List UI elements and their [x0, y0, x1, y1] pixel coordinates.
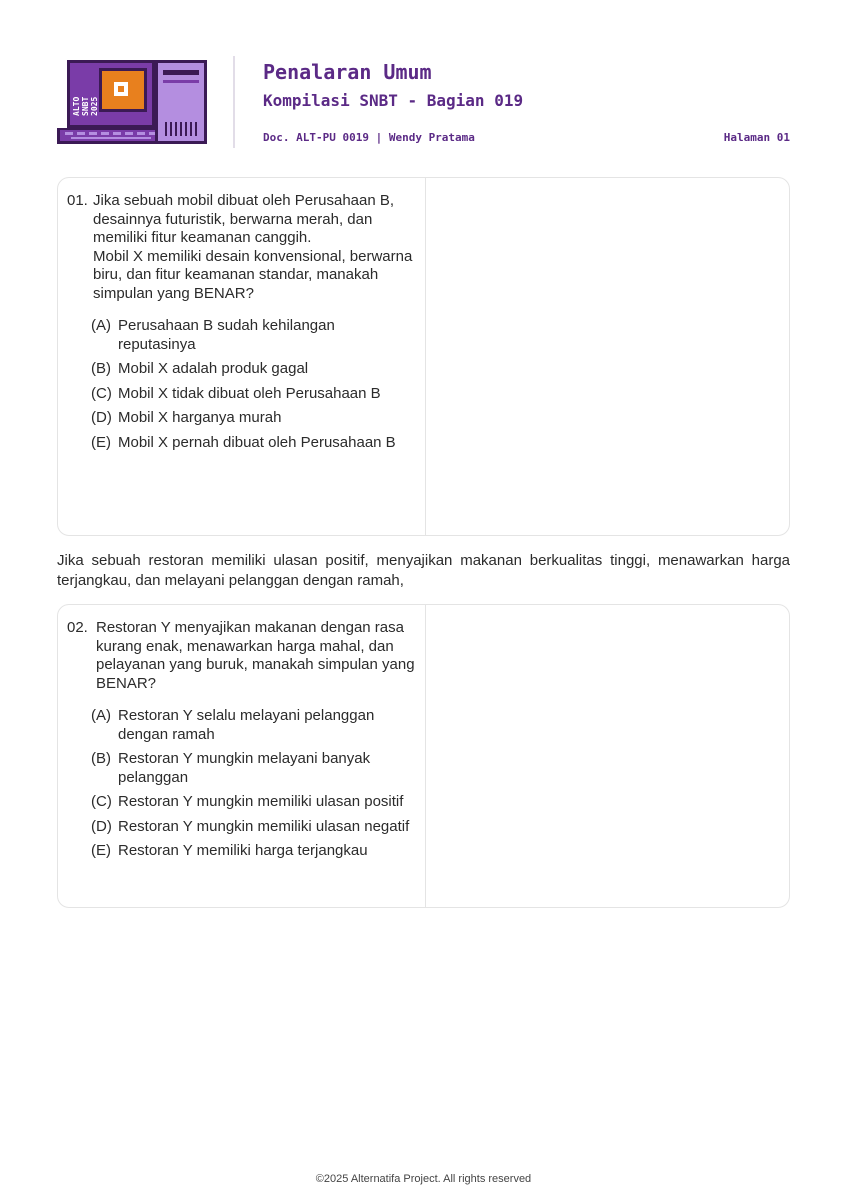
question-card-1	[57, 177, 790, 536]
question-stem-line: Restoran Y menyajikan makanan dengan rasa kurang enak, menawarkan harga mahal, dan pelayanan yang buruk, manakah simpulan yang BENAR?	[96, 619, 415, 692]
question-column	[58, 605, 425, 867]
question-number: 01.	[67, 192, 88, 209]
option-text: Mobil X harganya murah	[118, 409, 282, 426]
question-number: 02.	[67, 619, 88, 636]
option-c[interactable]	[91, 385, 415, 404]
option-label: (E)	[91, 842, 111, 859]
option-label: (B)	[91, 750, 111, 767]
doc-line: Doc. ALT-PU 0019 | Wendy Pratama	[263, 131, 475, 144]
option-d[interactable]	[91, 409, 415, 428]
logo-text-3: 2025	[90, 96, 99, 116]
question-2	[67, 619, 415, 693]
option-a[interactable]	[91, 707, 415, 744]
option-b[interactable]	[91, 750, 415, 787]
question-1	[67, 192, 415, 303]
option-text: Perusahaan B sudah kehilangan reputasinya	[118, 317, 335, 353]
option-d[interactable]	[91, 818, 415, 837]
question-card-2	[57, 604, 790, 908]
option-text: Restoran Y memiliki harga terjangkau	[118, 842, 368, 859]
header-divider	[233, 56, 235, 148]
option-label: (D)	[91, 817, 112, 835]
option-text: Mobil X tidak dibuat oleh Perusahaan B	[118, 384, 381, 402]
option-label: (A)	[91, 317, 111, 334]
option-text: Mobil X pernah dibuat oleh Perusahaan B	[118, 433, 396, 451]
options-list	[67, 317, 415, 452]
question-stem	[96, 619, 415, 693]
option-label: (B)	[91, 360, 111, 377]
options-list	[67, 707, 415, 861]
option-label: (C)	[91, 384, 112, 402]
column-divider	[425, 605, 426, 907]
logo-text-2: SNBT	[81, 96, 90, 116]
retro-computer-logo	[57, 58, 207, 146]
option-text: Restoran Y selalu melayani pelanggan dengan ramah	[118, 707, 375, 743]
option-text: Mobil X adalah produk gagal	[118, 360, 309, 377]
question-column	[58, 178, 425, 458]
page-number: Halaman 01	[723, 131, 790, 144]
option-label: (A)	[91, 707, 111, 724]
footer-copyright: ©2025 Alternatifa Project. All rights reserved	[315, 1173, 532, 1185]
option-text: Restoran Y mungkin memiliki ulasan negatif	[118, 817, 410, 835]
option-text: Restoran Y mungkin memiliki ulasan positif	[118, 793, 404, 810]
page-header	[57, 56, 790, 148]
question-stem	[93, 192, 415, 303]
option-label: (E)	[91, 433, 111, 451]
page-subtitle: Kompilasi SNBT - Bagian 019	[263, 91, 524, 110]
option-b[interactable]	[91, 360, 415, 379]
question-stem-line: Jika sebuah mobil dibuat oleh Perusahaan B, desainnya futuristik, berwarna merah, dan memiliki fitur keamanan canggih.	[93, 192, 395, 246]
option-label: (D)	[91, 409, 112, 426]
question-stem-line: Mobil X memiliki desain konvensional, berwarna biru, dan fitur keamanan standar, manakah simpulan yang BENAR?	[93, 247, 413, 302]
column-divider	[425, 178, 426, 535]
option-text: Restoran Y mungkin melayani banyak pelanggan	[118, 750, 371, 786]
option-c[interactable]	[91, 793, 415, 812]
page-title: Penalaran Umum	[263, 60, 432, 84]
passage-text: Jika sebuah restoran memiliki ulasan positif, menyajikan makanan berkualitas tinggi, menawarkan harga terjangkau, dan melayani pelanggan dengan ramah,	[57, 552, 790, 589]
option-label: (C)	[91, 793, 112, 810]
logo-text-1: ALTO	[72, 96, 81, 116]
option-e[interactable]	[91, 434, 415, 453]
option-a[interactable]	[91, 317, 415, 354]
option-e[interactable]	[91, 842, 415, 861]
